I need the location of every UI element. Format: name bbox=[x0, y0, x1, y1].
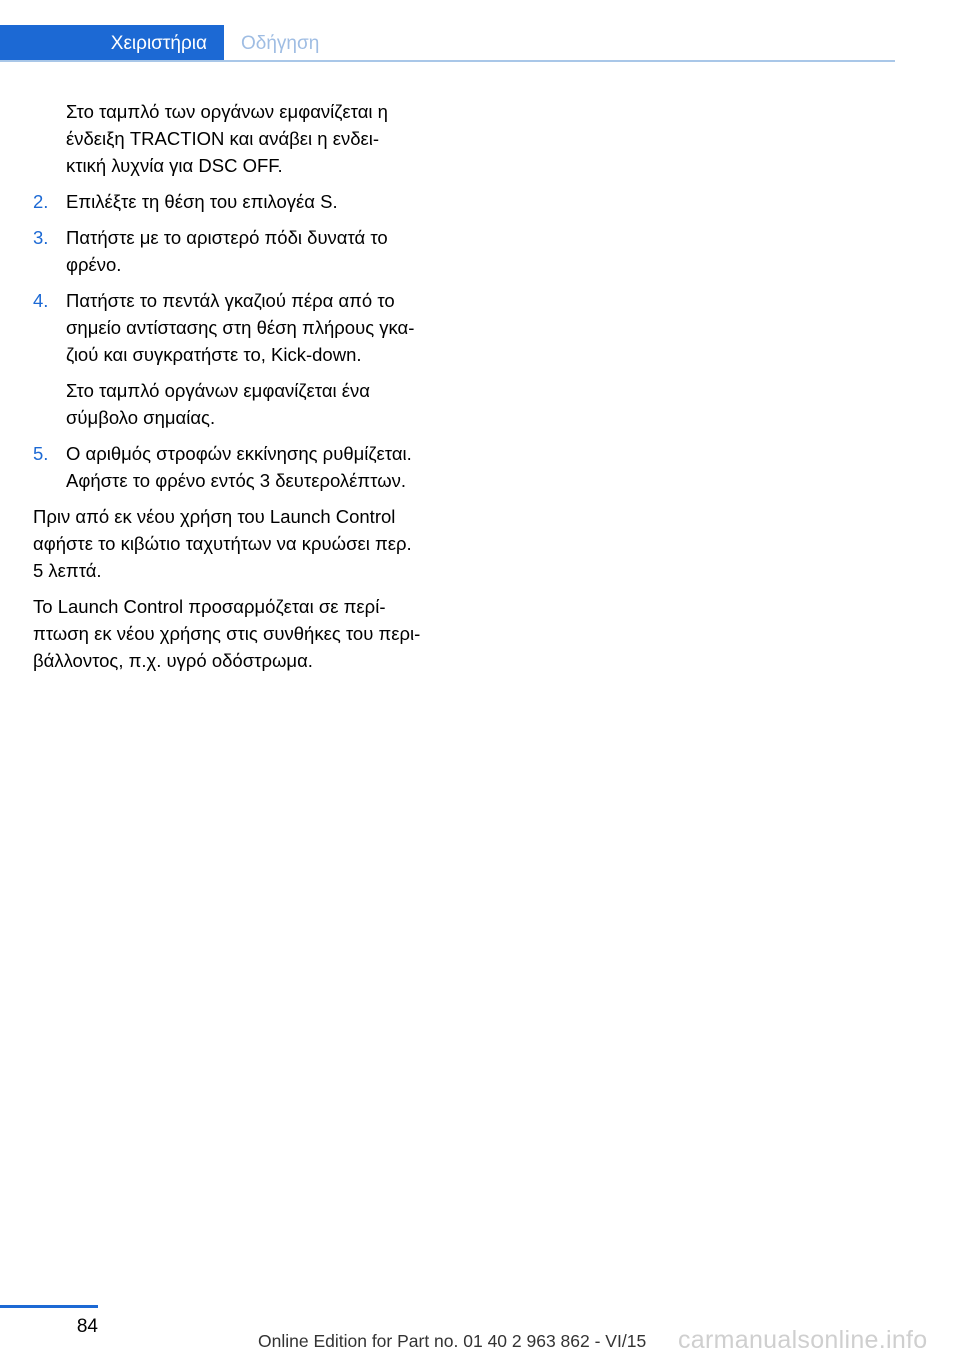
step-4 bbox=[33, 287, 453, 368]
text-line: σημείο αντίστασης στη θέση πλήρους γκα‐ bbox=[66, 317, 415, 338]
text-line: Το Launch Control προσαρμόζεται σε περί‐ bbox=[33, 596, 386, 617]
text-line: βάλλοντος, π.χ. υγρό οδόστρωμα. bbox=[33, 650, 313, 671]
text-line: πτωση εκ νέου χρήσης στις συνθήκες του περι‐ bbox=[33, 623, 421, 644]
step-4-note bbox=[33, 377, 453, 431]
text-line: Πατήστε με το αριστερό πόδι δυνατά το bbox=[66, 227, 388, 248]
step-number: 5. bbox=[33, 443, 49, 464]
watermark: carmanualsonline.info bbox=[678, 1326, 928, 1354]
header-divider bbox=[0, 60, 895, 62]
page-number-rule bbox=[0, 1305, 98, 1308]
text-line: σύμβολο σημαίας. bbox=[66, 407, 216, 428]
text-line: ζιού και συγκρατήστε το, Kick-down. bbox=[66, 344, 362, 365]
text-line: Στο ταμπλό των οργάνων εμφανίζεται η bbox=[66, 101, 388, 122]
text-line: Επιλέξτε τη θέση του επιλογέα S. bbox=[66, 191, 338, 212]
tab-driving[interactable]: Οδήγηση bbox=[241, 33, 320, 54]
header-tabs bbox=[0, 25, 895, 62]
tab-controls[interactable]: Χειριστήρια bbox=[0, 25, 224, 62]
text-line: Πριν από εκ νέου χρήση του Launch Control bbox=[33, 506, 396, 527]
text-line: Αφήστε το φρένο εντός 3 δευτερολέπτων. bbox=[66, 470, 407, 491]
step-5 bbox=[33, 440, 453, 494]
step-2 bbox=[33, 188, 453, 215]
step-3 bbox=[33, 224, 453, 278]
text-line: αφήστε το κιβώτιο ταχυτήτων να κρυώσει περ. bbox=[33, 533, 412, 554]
step-number: 3. bbox=[33, 227, 49, 248]
text-line: Στο ταμπλό οργάνων εμφανίζεται ένα bbox=[66, 380, 370, 401]
text-line: ένδειξη TRACTION και ανάβει η ενδει‐ bbox=[66, 128, 380, 149]
page-number: 84 bbox=[76, 1316, 98, 1337]
paragraph-cooldown bbox=[33, 503, 453, 584]
text-line: 5 λεπτά. bbox=[33, 560, 102, 581]
text-line: Πατήστε το πεντάλ γκαζιού πέρα από το bbox=[66, 290, 395, 311]
text-line: φρένο. bbox=[66, 254, 122, 275]
text-line: κτική λυχνία για DSC OFF. bbox=[66, 155, 283, 176]
step-number: 2. bbox=[33, 191, 49, 212]
intro-paragraph bbox=[33, 98, 453, 179]
edition-footer: Online Edition for Part no. 01 40 2 963 862 - VI/15 bbox=[258, 1331, 647, 1351]
step-number: 4. bbox=[33, 290, 49, 311]
text-line: Ο αριθμός στροφών εκκίνησης ρυθμίζεται. bbox=[66, 443, 412, 464]
page-content bbox=[33, 98, 453, 683]
paragraph-adaptation bbox=[33, 593, 453, 674]
